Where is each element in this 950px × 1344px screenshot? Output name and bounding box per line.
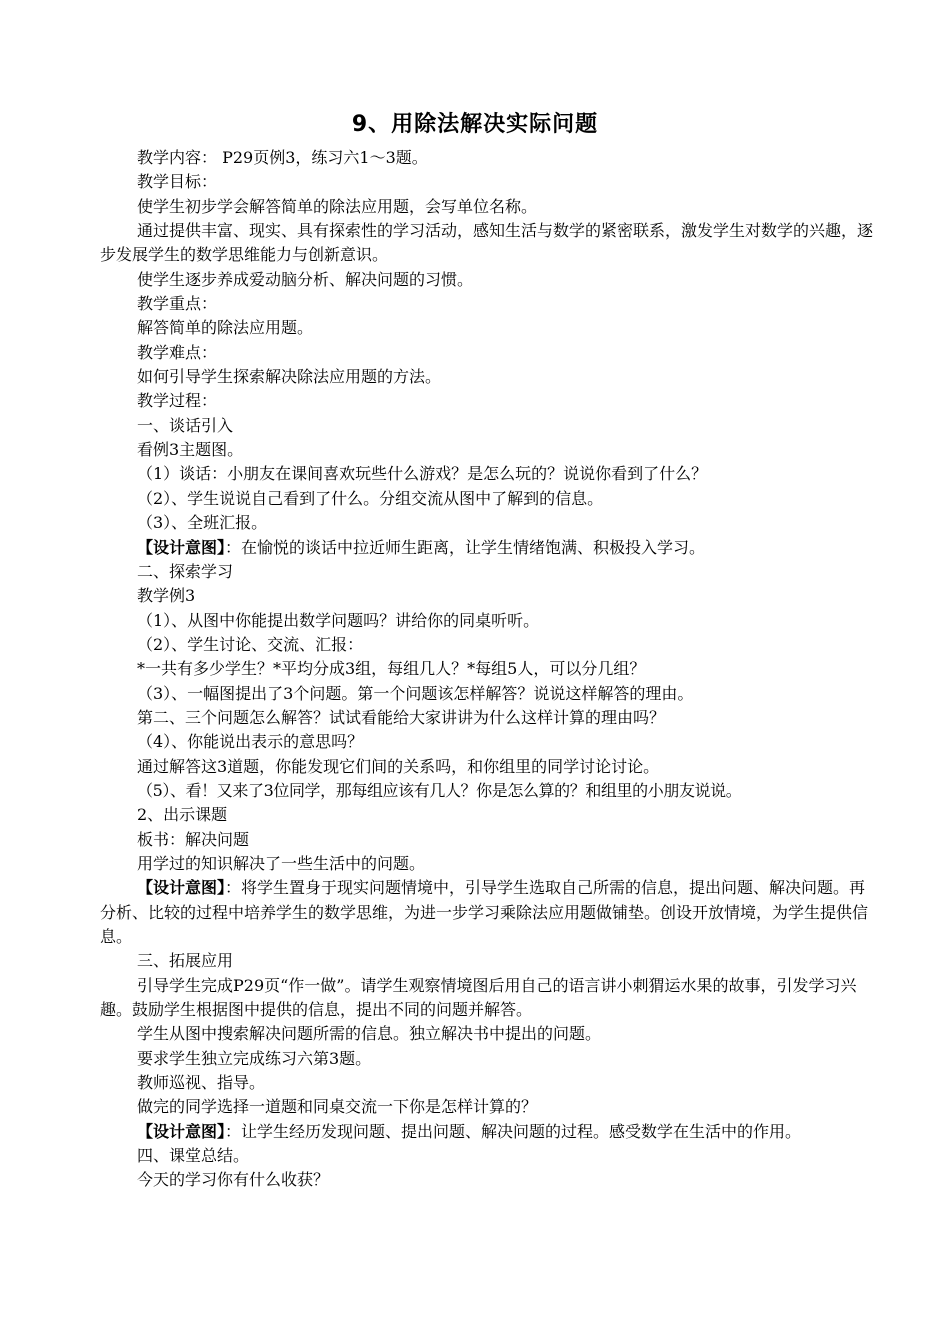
design-intent-paragraph: 【设计意图】：将学生置身于现实问题情境中，引导学生选取自己所需的信息，提出问题、解决问题。再分析、比较的过程中培养学生的数学思维，为进一步学习乘除法应用题做铺垫。创设开放情境，为学生提供信息。 <box>100 878 869 946</box>
teaching-goals-heading: 教学目标： <box>137 172 218 192</box>
body-paragraph: 第二、三个问题怎么解答？试试看能给大家讲讲为什么这样计算的理由吗？ <box>137 707 666 727</box>
body-paragraph: *一共有多少学生？*平均分成3组，每组几人？*每组5人，可以分几组？ <box>137 659 646 679</box>
goal-paragraph: 使学生逐步养成爱动脑分析、解决问题的习惯。 <box>137 269 474 289</box>
body-paragraph: （4）、你能说出表示的意思吗？ <box>137 732 364 752</box>
body-paragraph: 要求学生独立完成练习六第3题。 <box>137 1048 372 1068</box>
goal-paragraph: 使学生初步学会解答简单的除法应用题，会写单位名称。 <box>137 196 538 216</box>
section-heading: 一、谈话引入 <box>137 415 234 435</box>
body-paragraph: 今天的学习你有什么收获？ <box>137 1170 330 1190</box>
body-paragraph: （1）谈话：小朋友在课间喜欢玩些什么游戏？是怎么玩的？说说你看到了什么？ <box>137 464 708 484</box>
body-paragraph: 教学例3 <box>137 586 196 606</box>
design-intent-paragraph: 【设计意图】：在愉悦的谈话中拉近师生距离，让学生情绪饱满、积极投入学习。 <box>137 537 706 557</box>
section-heading: 三、拓展应用 <box>137 951 234 971</box>
body-paragraph: （1）、从图中你能提出数学问题吗？讲给你的同桌听听。 <box>137 610 540 630</box>
body-paragraph: 教师巡视、指导。 <box>137 1073 266 1093</box>
section-heading: 2、出示课题 <box>137 805 228 825</box>
design-intent-label: 【设计意图】 <box>137 878 226 898</box>
body-paragraph: （2）、学生说说自己看到了什么。分组交流从图中了解到的信息。 <box>137 488 604 508</box>
body-paragraph: （5）、看！又来了3位同学，那每组应该有几人？你是怎么算的？和组里的小朋友说说。 <box>137 780 742 800</box>
section-heading: 二、探索学习 <box>137 561 234 581</box>
teaching-content: 教学内容： P29页例3，练习六1～3题。 <box>137 148 428 167</box>
teaching-process-heading: 教学过程： <box>137 391 218 411</box>
design-intent-paragraph: 【设计意图】：让学生经历发现问题、提出问题、解决问题的过程。感受数学在生活中的作用。 <box>137 1121 802 1141</box>
key-points-heading: 教学重点： <box>137 294 218 314</box>
section-heading: 四、课堂总结。 <box>137 1146 250 1166</box>
goal-paragraph: 通过提供丰富、现实、具有探索性的学习活动，感知生活与数学的紧密联系，激发学生对数学的兴趣，逐步发展学生的数学思维能力与创新意识。 <box>100 221 874 265</box>
document-title: 9、用除法解决实际问题 <box>351 112 599 137</box>
body-paragraph: 通过解答这3道题，你能发现它们间的关系吗，和你组里的同学讨论讨论。 <box>137 756 660 776</box>
body-paragraph: 学生从图中搜索解决问题所需的信息。独立解决书中提出的问题。 <box>137 1024 602 1044</box>
body-paragraph: （3）、全班汇报。 <box>137 513 268 533</box>
difficult-points-heading: 教学难点： <box>137 342 218 362</box>
body-paragraph: 用学过的知识解决了一些生活中的问题。 <box>137 853 426 873</box>
body-paragraph: 看例3主题图。 <box>137 440 244 460</box>
body-paragraph: 引导学生完成P29页“作一做”。请学生观察情境图后用自己的语言讲小刺猬运水果的故事，引发学习兴趣。鼓励学生根据图中提供的信息，提出不同的问题并解答。 <box>100 975 857 1020</box>
design-intent-label: 【设计意图】 <box>137 1121 226 1141</box>
body-paragraph: 板书：解决问题 <box>137 829 250 849</box>
body-paragraph: 做完的同学选择一道题和同桌交流一下你是怎样计算的？ <box>137 1097 538 1117</box>
document-body <box>100 146 876 1193</box>
design-intent-label: 【设计意图】 <box>137 537 226 557</box>
body-paragraph: （2）、学生讨论、交流、汇报： <box>137 634 364 654</box>
key-points-text: 解答简单的除法应用题。 <box>137 318 314 338</box>
difficult-points-text: 如何引导学生探索解决除法应用题的方法。 <box>137 367 442 387</box>
body-paragraph: （3）、一幅图提出了3个问题。第一个问题该怎样解答？说说这样解答的理由。 <box>137 683 694 703</box>
